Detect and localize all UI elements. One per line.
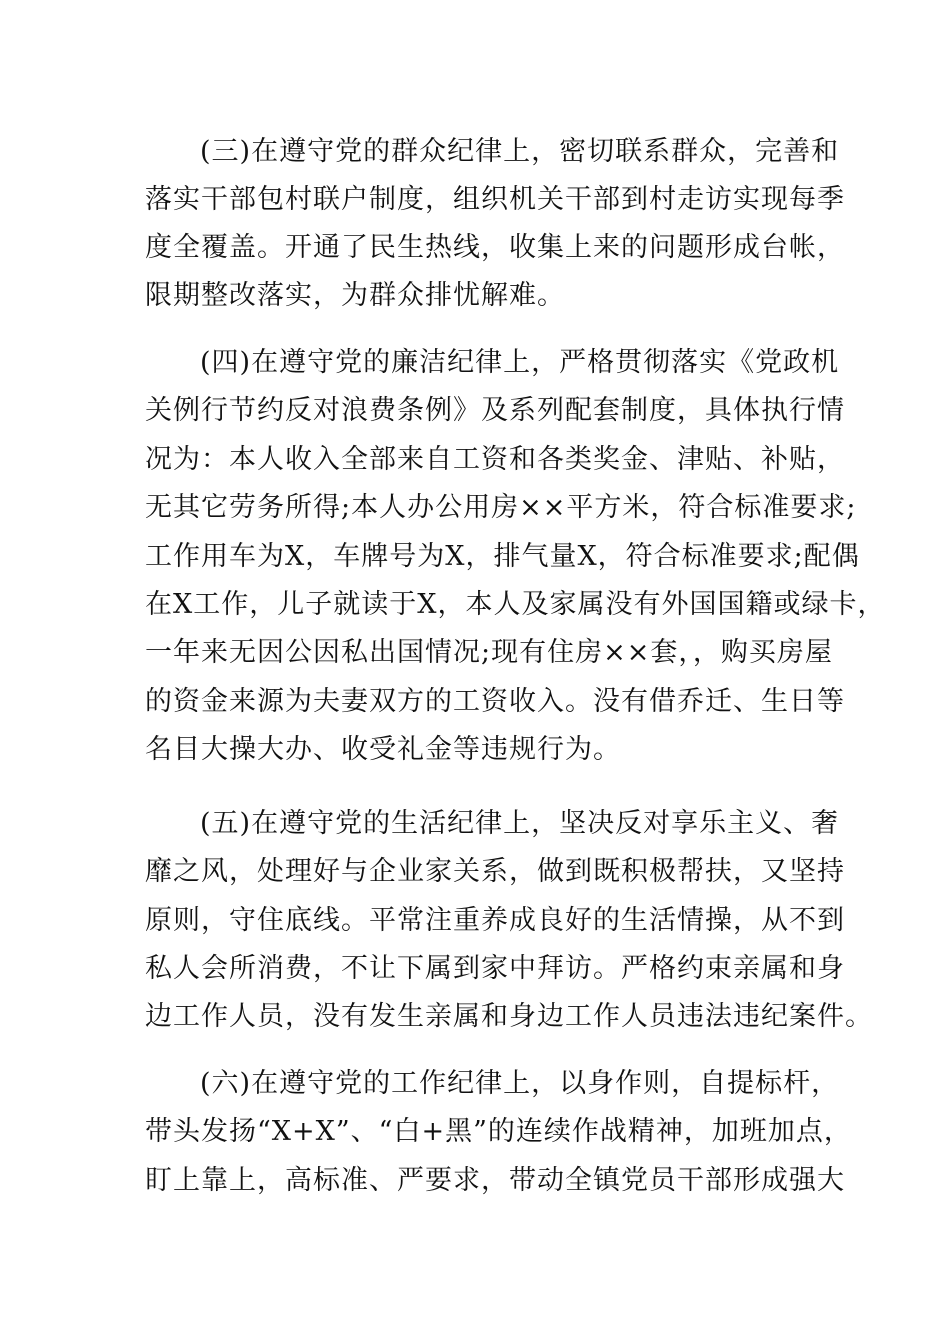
paragraph-line: 名目大操大办、收受礼金等违规行为。 [145, 734, 621, 765]
paragraph-line: 况为：本人收入全部来自工资和各类奖金、津贴、补贴， [145, 444, 845, 475]
paragraph-line: 的资金来源为夫妻双方的工资收入。没有借乔迁、生日等 [145, 686, 845, 717]
paragraph-line: 限期整改落实，为群众排忧解难。 [145, 280, 565, 311]
paragraph-line: (四)在遵守党的廉洁纪律上，严格贯彻落实《党政机 [200, 347, 840, 378]
paragraph-line: 关例行节约反对浪费条例》及系列配套制度，具体执行情 [145, 395, 845, 426]
paragraph-line: 工作用车为X，车牌号为X，排气量X，符合标准要求;配偶 [145, 541, 860, 572]
paragraph-line: 边工作人员，没有发生亲属和身边工作人员违法违纪案件。 [145, 1001, 873, 1032]
paragraph-line: 度全覆盖。开通了民生热线，收集上来的问题形成台帐， [145, 232, 845, 263]
paragraph-line: 盯上靠上，高标准、严要求，带动全镇党员干部形成强大 [145, 1165, 845, 1196]
paragraph-line: 无其它劳务所得;本人办公用房××平方米，符合标准要求; [145, 492, 857, 523]
paragraph-line: 在X工作，儿子就读于X，本人及家属没有外国国籍或绿卡， [145, 589, 886, 620]
paragraph-line: 私人会所消费，不让下属到家中拜访。严格约束亲属和身 [145, 953, 845, 984]
paragraph-line: 带头发扬“X+X”、“白+黑”的连续作战精神，加班加点， [145, 1116, 852, 1147]
paragraph-line: 靡之风，处理好与企业家关系，做到既积极帮扶，又坚持 [145, 856, 845, 887]
paragraph-line: 落实干部包村联户制度，组织机关干部到村走访实现每季 [145, 184, 845, 215]
paragraph-line: 原则，守住底线。平常注重养成良好的生活情操，从不到 [145, 905, 845, 936]
paragraph-line: (六)在遵守党的工作纪律上，以身作则，自提标杆， [200, 1068, 840, 1099]
paragraph-line: 一年来无因公因私出国情况;现有住房××套，，购买房屋 [145, 637, 833, 668]
paragraph-line: (三)在遵守党的群众纪律上，密切联系群众，完善和 [200, 136, 840, 167]
paragraph-line: (五)在遵守党的生活纪律上，坚决反对享乐主义、奢 [200, 808, 840, 839]
